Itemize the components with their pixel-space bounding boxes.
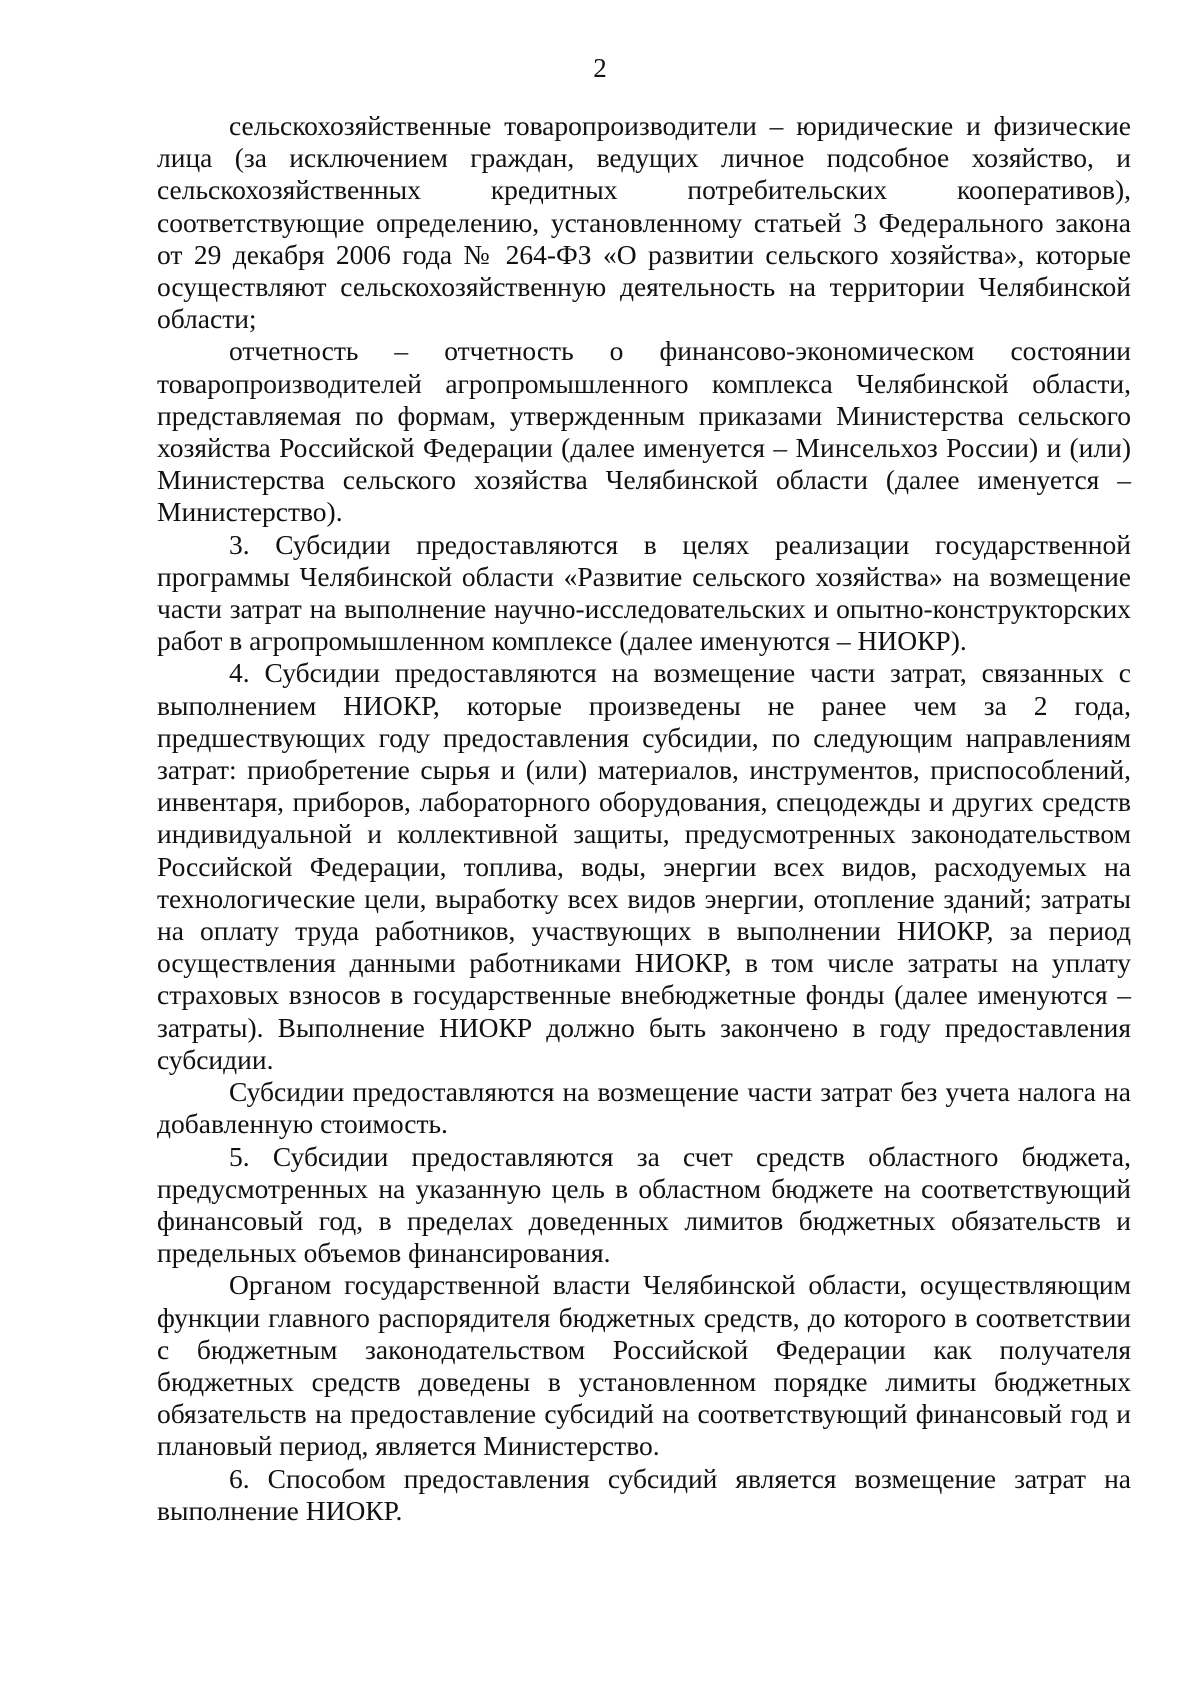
paragraph-item-4: 4. Субсидии предоставляются на возмещение части затрат, связанных с выполнением НИОКР, которые произведены не ранее чем за 2 года, предшествующих году предоставления субсидии, по следующим направлениям затрат: приобретение сырья и (или) материалов, инструментов, приспособлений, инвентаря, приборов, лабораторного оборудования, спецодежды и других средств индивидуальной и коллективной защиты, предусмотренных законодательством Российской Федерации, топлива, воды, энергии всех видов, расходуемых на технологические цели, выработку всех видов энергии, отопление зданий; затраты на оплату труда работников, участвующих в выполнении НИОКР, за период осуществления данными работниками НИОКР, в том числе затраты на уплату страховых взносов в государственные внебюджетные фонды (далее именуются – затраты). Выполнение НИОКР должно быть закончено в году предоставления субсидии.: [157, 657, 1131, 1075]
paragraph-definition-reporting: отчетность – отчетность о финансово-экономическом состоянии товаропроизводителей агропромышленного комплекса Челябинской области, представляемая по формам, утвержденным приказами Министерства сельского хозяйства Российской Федерации (далее именуется – Минсельхоз России) и (или) Министерства сельского хозяйства Челябинской области (далее именуется – Министерство).: [157, 335, 1131, 528]
paragraph-definition-producers: сельскохозяйственные товаропроизводители – юридические и физические лица (за исключением граждан, ведущих личное подсобное хозяйство, и сельскохозяйственных кредитных потребительских кооперативов), соответствующие определению, установленному статьей 3 Федерального закона от 29 декабря 2006 года № 264-ФЗ «О развитии сельского хозяйства», которые осуществляют сельскохозяйственную деятельность на территории Челябинской области;: [157, 110, 1131, 335]
page-number: 2: [593, 53, 607, 83]
paragraph-budget-authority: Органом государственной власти Челябинской области, осуществляющим функции главного распорядителя бюджетных средств, до которого в соответствии с бюджетным законодательством Российской Федерации как получателя бюджетных средств доведены в установленном порядке лимиты бюджетных обязательств на предоставление субсидий на соответствующий финансовый год и плановый период, является Министерство.: [157, 1269, 1131, 1462]
paragraph-item-3: 3. Субсидии предоставляются в целях реализации государственной программы Челябинской области «Развитие сельского хозяйства» на возмещение части затрат на выполнение научно-исследовательских и опытно-конструкторских работ в агропромышленном комплексе (далее именуются – НИОКР).: [157, 528, 1131, 657]
document-body: [157, 110, 1131, 1527]
paragraph-item-6: 6. Способом предоставления субсидий является возмещение затрат на выполнение НИОКР.: [157, 1462, 1131, 1526]
paragraph-vat-note: Субсидии предоставляются на возмещение части затрат без учета налога на добавленную стоимость.: [157, 1076, 1131, 1140]
paragraph-item-5: 5. Субсидии предоставляются за счет средств областного бюджета, предусмотренных на указанную цель в областном бюджете на соответствующий финансовый год, в пределах доведенных лимитов бюджетных обязательств и предельных объемов финансирования.: [157, 1140, 1131, 1269]
